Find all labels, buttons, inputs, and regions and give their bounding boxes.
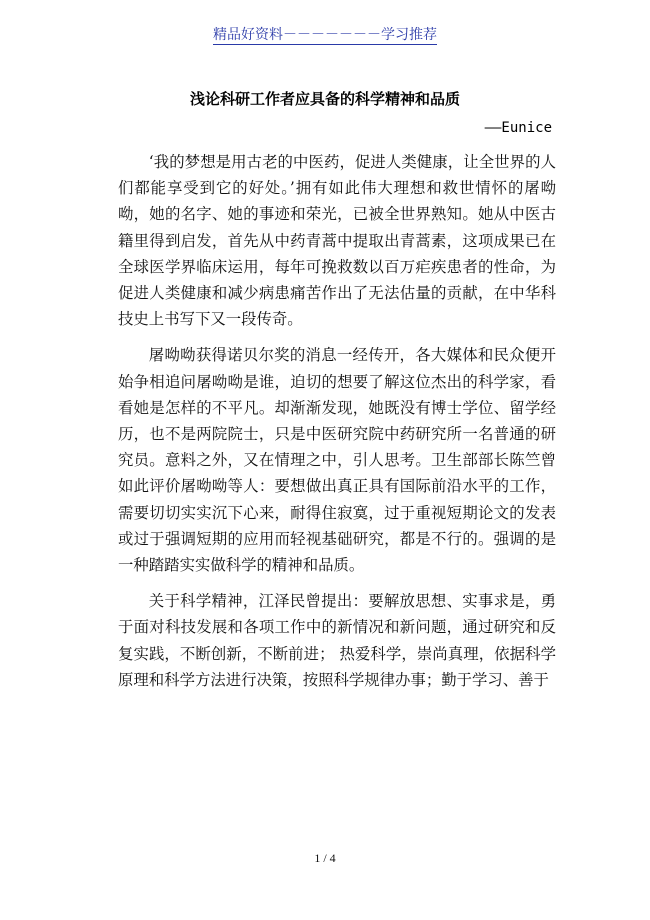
page-header: [0, 24, 650, 44]
body-paragraph: 屠呦呦获得诺贝尔奖的消息一经传开，各大媒体和民众便开始争相追问屠呦呦是谁，迫切的想要了解这位杰出的科学家，看看她是怎样的不平凡。却渐渐发现，她既没有博士学位、留学经历，也不是两院院士，只是中医研究院中药研究所一名普通的研究员。意料之外，又在情理之中，引人思考。卫生部部长陈竺曾如此评价屠呦呦等人：要想做出真正具有国际前沿水平的工作，需要切切实实沉下心来，耐得住寂寞，过于重视短期论文的发表或过于强调短期的应用而轻视基础研究，都是不行的。强调的是一种踏踏实实做科学的精神和品质。: [118, 346, 556, 575]
body-paragraph: 关于科学精神，江泽民曾提出：要解放思想、实事求是，勇于面对科技发展和各项工作中的新情况和新问题，通过研究和反复实践，不断创新，不断前进； 热爱科学，崇尚真理，依据科学原理和科学方法进行决策，按照科学规律办事；勤于学习、善于: [118, 592, 556, 689]
document-title: 浅论科研工作者应具备的科学精神和品质: [189, 90, 460, 108]
page-number: 1 / 4: [314, 851, 336, 865]
document-author: ——Eunice: [484, 120, 552, 136]
body-paragraph: ‘我的梦想是用古老的中医药，促进人类健康，让全世界的人们都能享受到它的好处。’拥有如此伟大理想和救世情怀的屠呦呦，她的名字、她的事迹和荣光，已被全世界熟知。她从中医古籍里得到启发，首先从中药青蒿中提取出青蒿素，这项成果已在全球医学界临床运用，每年可挽救数以百万疟疾患者的性命，为促进人类健康和减少病患痛苦作出了无法估量的贡献，在中华科技史上书写下又一段传奇。: [118, 153, 556, 329]
document-body: [118, 149, 556, 693]
header-text: 精品好资料－－－－－－－学习推荐: [213, 27, 437, 43]
